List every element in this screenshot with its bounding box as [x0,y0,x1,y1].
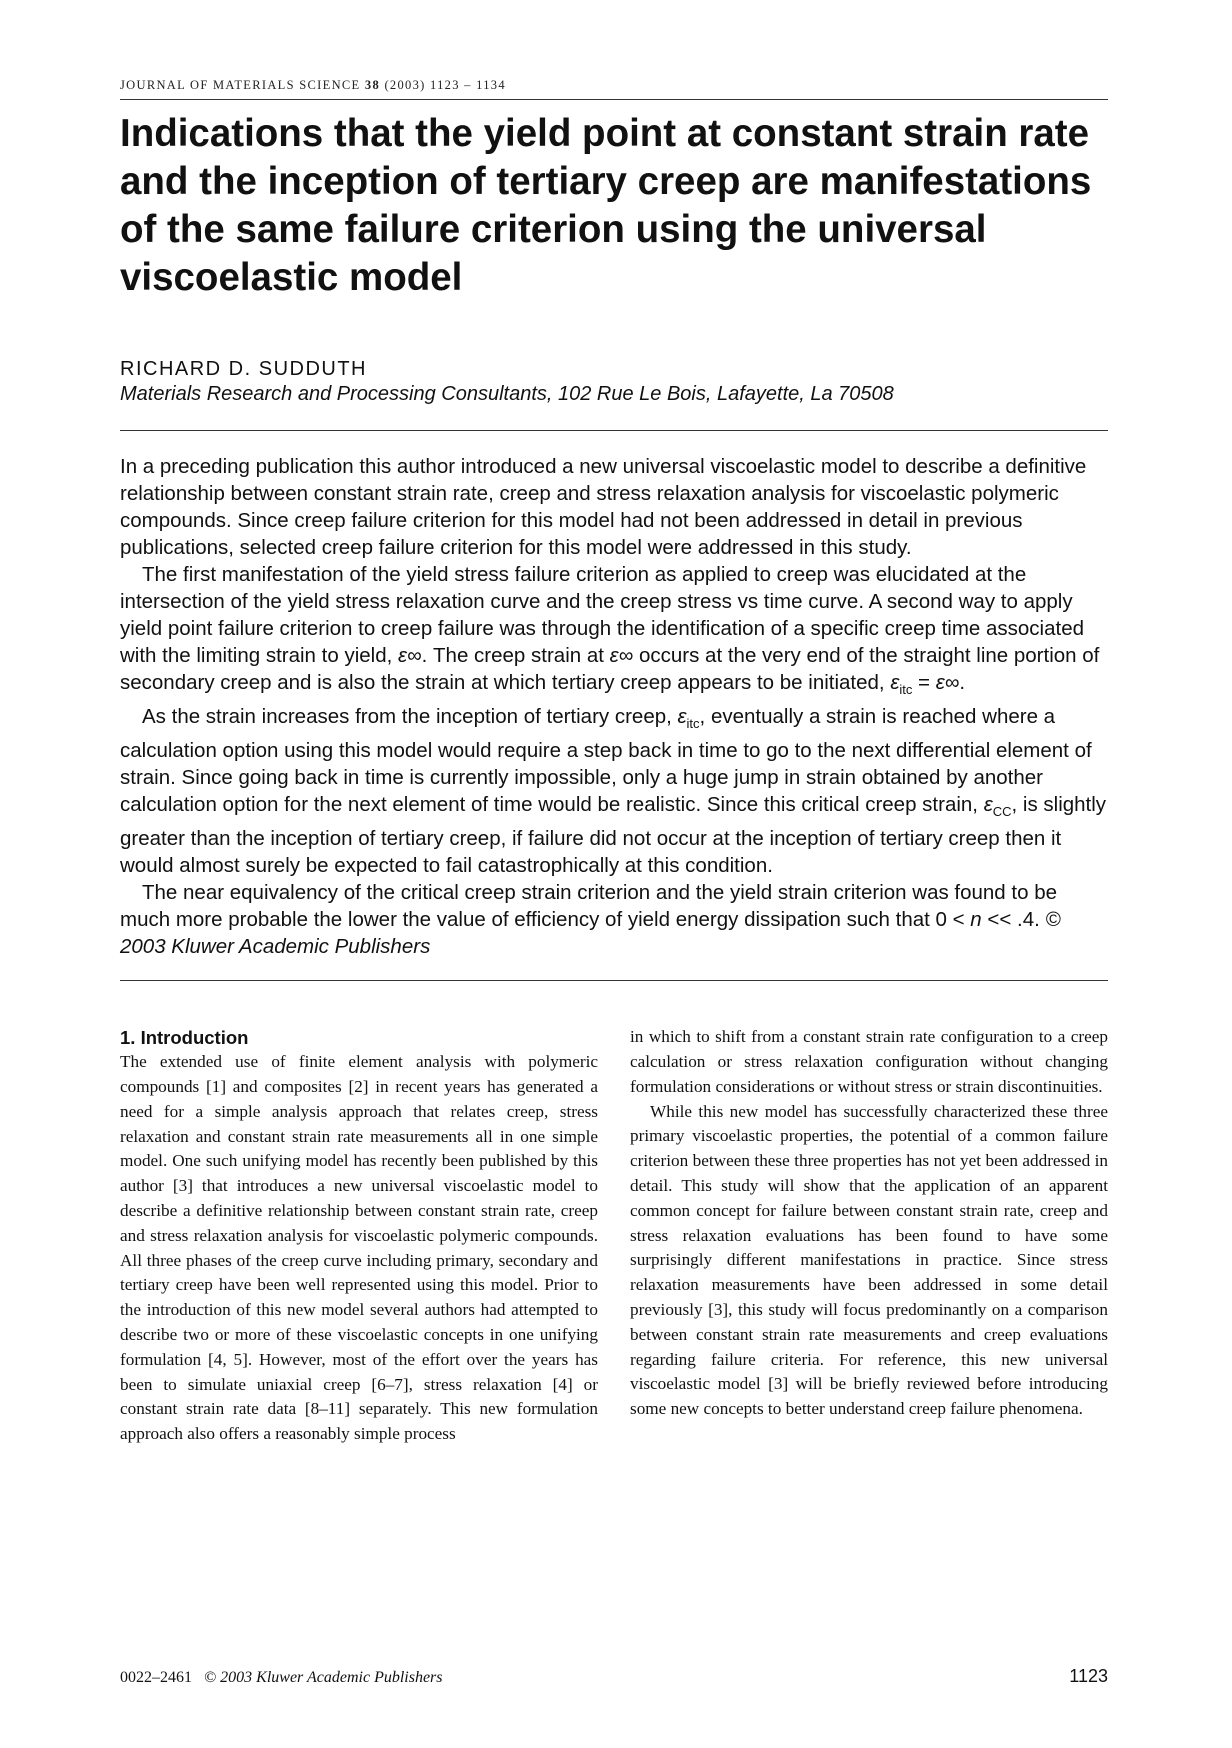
journal-name: JOURNAL OF MATERIALS SCIENCE [120,78,361,92]
divider-top [120,430,1108,431]
left-column [120,1025,598,1447]
author-affiliation: Materials Research and Processing Consultants, 102 Rue Le Bois, Lafayette, La 70508 [120,383,894,405]
abstract-text: , eventually a strain is reached where a calculation option using this model would require a step back in time to go to the next differential element of strain. Since going back in time is currently impossible, only a huge jump in strain obtained by another calculation option for the next element of time would be realistic. Since this critical creep strain, [120,705,1092,817]
subscript-itc: itc [899,682,913,698]
abstract-text: occurs at the very end of the straight line portion of secondary creep and is also the strain at which tertiary creep appears to be initiated, [120,644,1100,694]
symbol-n: n [970,908,982,932]
symbol-eps: ε [677,705,687,729]
abstract-paragraph-3 [120,703,1108,879]
running-head [120,78,1108,100]
body-paragraph: The extended use of finite element analysis with polymeric compounds [1] and composites [2] in recent years has generated a need for a simple analysis approach that relates creep, stress relaxation and constant strain rate measurements all in one simple model. One such unifying model has recently been published by this author [3] that introduces a new universal viscoelastic model to describe a definitive relationship between constant strain rate, creep and stress relaxation analysis for viscoelastic polymeric compounds. All three phases of the creep curve including primary, secondary and tertiary creep have been well represented using this model. Prior to the introduction of this new model several authors had attempted to describe two or more of these viscoelastic concepts in one unifying formulation [4, 5]. However, most of the effort over the years has been to simulate uniaxial creep [6–7], stress relaxation [4] or constant strain rate data [8–11] separately. This new formulation approach also offers a reasonably simple process [120,1052,598,1444]
author-name: RICHARD D. SUDDUTH [120,358,367,380]
footer-copyright: © 2003 Kluwer Academic Publishers [204,1669,443,1686]
abstract-text: The near equivalency of the critical creep strain criterion and the yield strain criterion was found to be much more probable the lower the value of efficiency of yield energy dissipation such that 0 < [120,881,1058,932]
symbol-eps: ε [890,671,900,694]
subscript-itc: itc [686,716,700,732]
abstract-text: << .4. [981,908,1046,932]
abstract-text: As the strain increases from the inception of tertiary creep, [142,705,678,729]
divider-bottom [120,980,1108,981]
journal-year-pages: (2003) 1123 – 1134 [384,78,506,92]
page-footer [120,1666,1108,1687]
abstract-copyright: © 2003 Kluwer Academic Publishers [120,908,1061,959]
section-heading: 1. Introduction [120,1027,249,1049]
abstract-text: The first manifestation of the yield stress failure criterion as applied to creep was elucidated at the intersection of the yield stress relaxation curve and the creep stress vs time curve. A second way to apply yield point failure criterion to creep failure was through the identification of a specific creep time associated with the limiting strain to yield, [120,563,1085,667]
symbol-eps: ε [983,793,993,817]
symbol-eps-inf: ε∞ [609,644,634,667]
issn: 0022–2461 [120,1669,192,1686]
journal-volume: 38 [364,78,381,92]
abstract-paragraph-2 [120,561,1108,703]
abstract-paragraph-1: In a preceding publication this author introduced a new universal viscoelastic model to describe a definitive relationship between constant strain rate, creep and stress relaxation analysis for viscoelastic polymeric compounds. Since creep failure criterion for this model had not been addressed in detail in previous publications, selected creep failure criterion for this model were addressed in this study. [120,455,1087,559]
symbol-eps-inf: ε∞ [935,671,960,694]
abstract [120,453,1108,960]
paper-title: Indications that the yield point at constant strain rate and the inception of tertiary creep are manifestations of the same failure criterion using the universal viscoelastic model [120,112,1092,299]
body-columns [120,1025,1108,1447]
right-column [630,1025,1108,1447]
body-paragraph: in which to shift from a constant strain rate configuration to a creep calculation or stress relaxation configuration without changing formulation considerations or without stress or strain discontinuities. [630,1027,1108,1096]
page-number: 1123 [1069,1666,1108,1686]
body-paragraph: While this new model has successfully characterized these three primary viscoelastic properties, the potential of a common failure criterion between these three properties has not yet been addressed in detail. This study will show that the application of an apparent common concept for failure between constant strain rate, creep and stress relaxation evaluations has been found to have some surprisingly different manifestations in practice. Since stress relaxation measurements have been addressed in some detail previously [3], this study will focus predominantly on a comparison between constant strain rate measurements and creep evaluations regarding failure criteria. For reference, this new universal viscoelastic model [3] will be briefly reviewed before introducing some new concepts to better understand creep failure phenomena. [630,1101,1108,1419]
abstract-paragraph-4 [120,879,1108,960]
abstract-text: , is slightly greater than the inception of tertiary creep, if failure did not occur at the inception of tertiary creep then it would almost surely be expected to fail catastrophically at this condition. [120,793,1107,878]
footer-left [120,1669,443,1687]
symbol-eps-inf: ε∞ [398,644,422,667]
page [120,78,1108,1447]
symbol-period: . [959,671,966,694]
subscript-cc: CC [992,804,1012,820]
abstract-text: . The creep strain at [421,644,610,667]
symbol-equals: = [912,671,936,694]
